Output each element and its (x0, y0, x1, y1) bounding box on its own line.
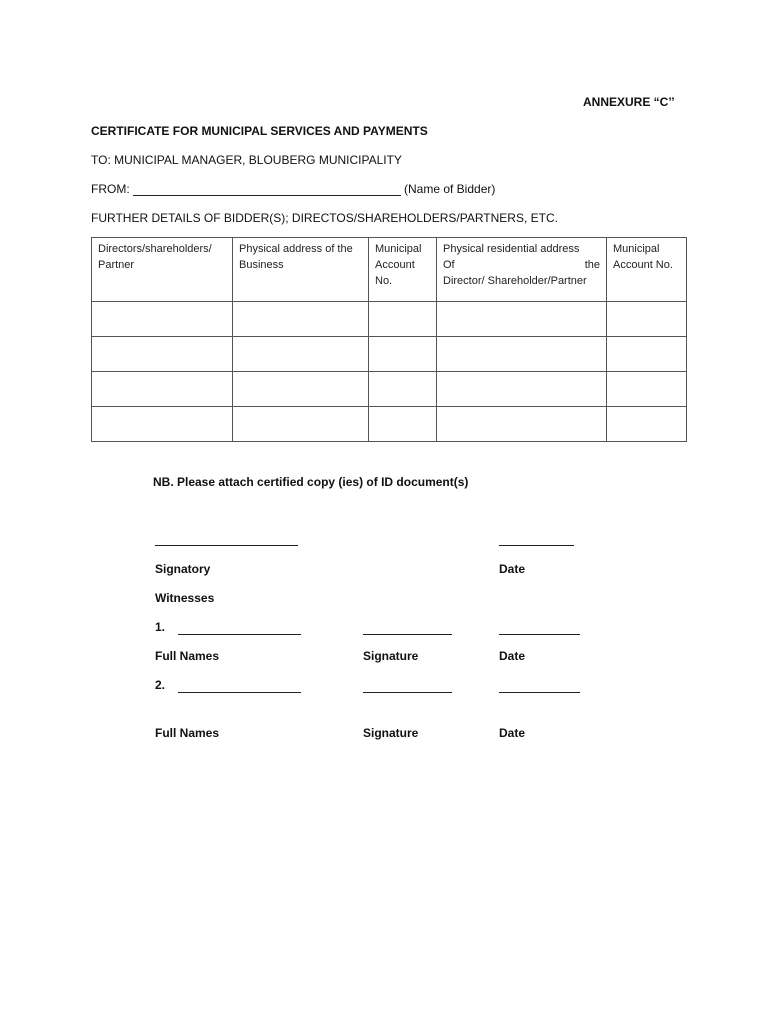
table-cell[interactable] (369, 372, 437, 407)
signatory-label: Signatory (155, 562, 211, 576)
table-cell[interactable] (92, 302, 233, 337)
header-text-justified (443, 257, 600, 273)
signature-label: Signature (363, 649, 419, 663)
witness-2-date-field[interactable] (499, 692, 580, 693)
col-header-municipal-account-no (607, 238, 687, 302)
header-text: Business (239, 259, 284, 271)
table-header-row (92, 238, 687, 302)
header-text: No. (375, 275, 393, 287)
signatory-date-field[interactable] (499, 545, 574, 546)
witness-1-number: 1. (155, 620, 166, 634)
witness-2-signature-field[interactable] (363, 692, 452, 693)
col-header-municipal-account (369, 238, 437, 302)
table-cell[interactable] (369, 407, 437, 442)
witness-2-name-field[interactable] (178, 692, 301, 693)
table-cell[interactable] (437, 337, 607, 372)
table-cell[interactable] (607, 372, 687, 407)
table-cell[interactable] (607, 407, 687, 442)
nb-note: NB. Please attach certified copy (ies) of ID document(s) (153, 475, 469, 489)
witness-1-signature-field[interactable] (363, 634, 452, 635)
header-text: Municipal (375, 243, 422, 255)
document-title: CERTIFICATE FOR MUNICIPAL SERVICES AND PAYMENTS (91, 124, 428, 138)
header-text: Municipal (613, 243, 660, 255)
table-cell[interactable] (369, 302, 437, 337)
table-cell[interactable] (437, 407, 607, 442)
col-header-residential-address (437, 238, 607, 302)
full-names-label: Full Names (155, 649, 220, 663)
signature-label: Signature (363, 726, 419, 740)
witnesses-label: Witnesses (155, 591, 215, 605)
table-cell[interactable] (607, 302, 687, 337)
header-text: Director/ Shareholder/Partner (443, 275, 587, 287)
header-text: the (584, 259, 600, 271)
full-names-label: Full Names (155, 726, 220, 740)
header-text: Physical residential address (443, 243, 580, 255)
table-cell[interactable] (92, 337, 233, 372)
table-cell[interactable] (233, 302, 369, 337)
date-label: Date (499, 562, 526, 576)
table-cell[interactable] (437, 302, 607, 337)
header-text: Directors/shareholders/ (98, 243, 212, 255)
table-cell[interactable] (369, 337, 437, 372)
table-cell[interactable] (437, 372, 607, 407)
witness-2-number: 2. (155, 678, 166, 692)
to-line: TO: MUNICIPAL MANAGER, BLOUBERG MUNICIPALITY (91, 153, 402, 167)
table-row (92, 372, 687, 407)
bidder-name-field[interactable] (133, 195, 401, 196)
annexure-label: ANNEXURE “C’’ (583, 95, 675, 109)
header-text: Partner (98, 259, 135, 271)
table-row (92, 337, 687, 372)
table-cell[interactable] (233, 407, 369, 442)
header-text: Of (443, 259, 455, 271)
header-text: Account No. (613, 259, 673, 271)
bidder-details-table (91, 237, 687, 442)
col-header-business-address (233, 238, 369, 302)
date-label: Date (499, 649, 526, 663)
witness-1-date-field[interactable] (499, 634, 580, 635)
header-text: Account (375, 259, 415, 271)
further-details-heading: FURTHER DETAILS OF BIDDER(S); DIRECTOS/SHAREHOLDERS/PARTNERS, ETC. (91, 211, 558, 225)
table-cell[interactable] (233, 372, 369, 407)
table-row (92, 407, 687, 442)
date-label: Date (499, 726, 526, 740)
col-header-directors (92, 238, 233, 302)
signatory-field[interactable] (155, 545, 298, 546)
table-cell[interactable] (92, 372, 233, 407)
header-text: Physical address of the (239, 243, 353, 255)
table-row (92, 302, 687, 337)
witness-1-name-field[interactable] (178, 634, 301, 635)
from-suffix: (Name of Bidder) (404, 182, 496, 196)
table-cell[interactable] (233, 337, 369, 372)
from-label: FROM: (91, 182, 130, 196)
table-cell[interactable] (92, 407, 233, 442)
table-cell[interactable] (607, 337, 687, 372)
